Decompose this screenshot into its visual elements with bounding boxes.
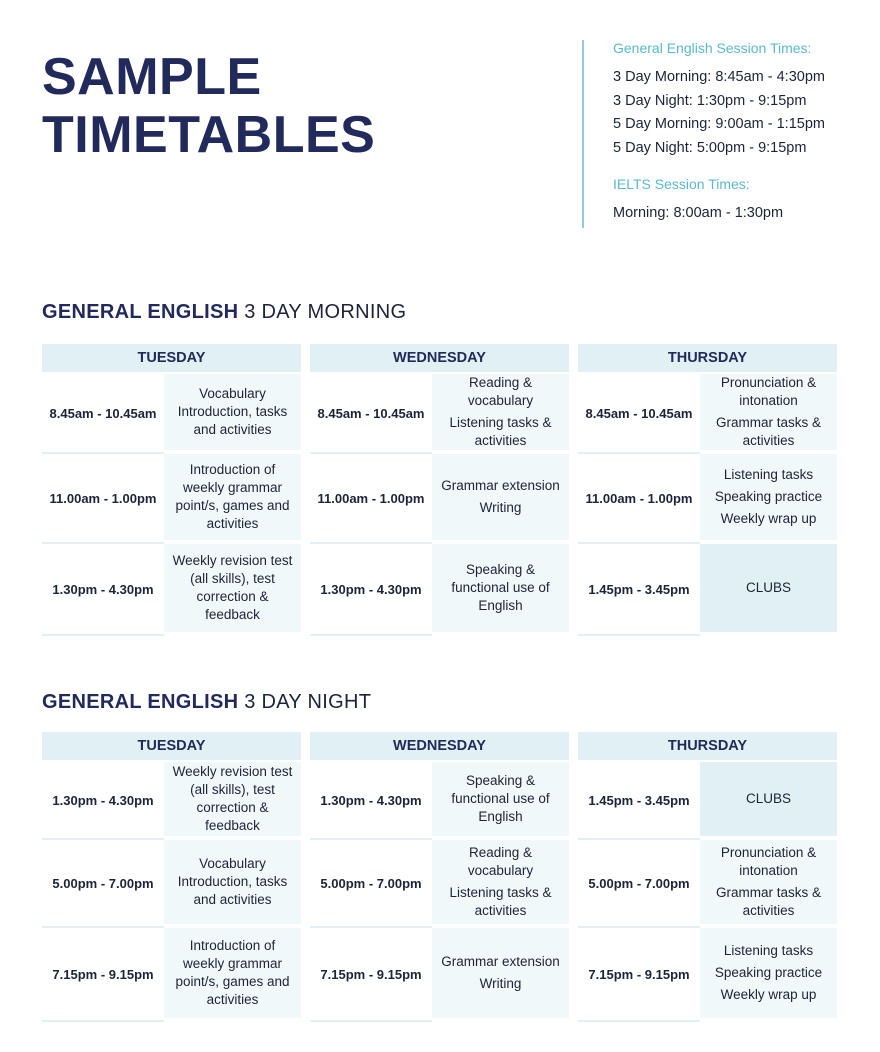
general-session-line: 3 Day Night: 1:30pm - 9:15pm	[613, 92, 807, 109]
activity-text: Speaking & functional use of English	[451, 562, 550, 613]
time-slot: 1.30pm - 4.30pm	[310, 762, 432, 840]
activity-text: Listening tasks	[723, 467, 814, 482]
day-header: TUESDAY	[42, 732, 301, 760]
activity-text: Reading & vocabulary	[467, 845, 534, 878]
time-slot: 7.15pm - 9.15pm	[42, 928, 164, 1022]
time-slot: 1.30pm - 4.30pm	[42, 544, 164, 636]
activity-text: Introduction of weekly grammar point/s, games and activities	[175, 462, 290, 531]
activity-text: Pronunciation & intonation	[720, 375, 817, 408]
activity-text: Introduction of weekly grammar point/s, games and activities	[175, 938, 290, 1007]
general-session-heading: General English Session Times:	[613, 40, 812, 56]
time-slot: 5.00pm - 7.00pm	[578, 840, 700, 928]
timetable-morning	[42, 344, 838, 636]
general-session-line: 5 Day Night: 5:00pm - 9:15pm	[613, 139, 807, 156]
activity-cell	[432, 928, 569, 1020]
activity-text: Speaking practice	[714, 489, 823, 504]
activity-text: Listening tasks & activities	[449, 415, 552, 448]
time-slot: 7.15pm - 9.15pm	[578, 928, 700, 1022]
day-header: WEDNESDAY	[310, 344, 569, 372]
activity-text: Vocabulary Introduction, tasks and activities	[177, 386, 288, 437]
activity-text: Weekly wrap up	[720, 511, 817, 526]
time-slot: 1.45pm - 3.45pm	[578, 544, 700, 636]
time-slot: 11.00am - 1.00pm	[310, 454, 432, 544]
activity-cell	[700, 928, 837, 1020]
activity-cell	[164, 544, 301, 634]
activity-cell	[432, 454, 569, 542]
time-slot: 7.15pm - 9.15pm	[310, 928, 432, 1022]
activity-cell	[700, 374, 837, 452]
activity-cell	[432, 544, 569, 634]
page-title-line1: SAMPLE	[42, 48, 262, 106]
ielts-session-heading: IELTS Session Times:	[613, 176, 750, 192]
day-header: WEDNESDAY	[310, 732, 569, 760]
time-slot: 1.30pm - 4.30pm	[42, 762, 164, 840]
page-title-line2: TIMETABLES	[42, 106, 376, 164]
activity-text: Writing	[479, 976, 522, 991]
activity-text: CLUBS	[745, 580, 791, 595]
timetable-title-bold: GENERAL ENGLISH	[42, 691, 239, 713]
general-session-line: 5 Day Morning: 9:00am - 1:15pm	[613, 116, 825, 132]
vertical-divider	[582, 40, 584, 228]
timetable-night	[42, 732, 838, 1022]
time-slot: 8.45am - 10.45am	[310, 374, 432, 454]
timetable-title-night	[42, 689, 371, 715]
day-header: THURSDAY	[578, 344, 837, 372]
activity-cell	[432, 374, 569, 452]
ielts-session-line: Morning: 8:00am - 1:30pm	[613, 205, 784, 221]
activity-cell	[700, 454, 837, 542]
activity-cell	[164, 454, 301, 542]
activity-text: CLUBS	[745, 791, 791, 806]
timetable-title-bold: GENERAL ENGLISH	[42, 301, 239, 323]
day-header: TUESDAY	[42, 344, 301, 372]
session-times	[613, 38, 873, 226]
timetable-title-rest: 3 DAY NIGHT	[244, 691, 372, 713]
activity-cell	[164, 928, 301, 1020]
timetable-title-rest: 3 DAY MORNING	[244, 301, 407, 323]
time-slot: 8.45am - 10.45am	[578, 374, 700, 454]
time-slot: 5.00pm - 7.00pm	[42, 840, 164, 928]
time-slot: 11.00am - 1.00pm	[42, 454, 164, 544]
page-title	[42, 48, 375, 164]
activity-cell	[432, 762, 569, 838]
activity-text: Grammar tasks & activities	[715, 415, 821, 448]
time-slot: 1.30pm - 4.30pm	[310, 544, 432, 636]
activity-text: Weekly revision test (all skills), test correction & feedback	[172, 764, 293, 833]
activity-text: Vocabulary Introduction, tasks and activities	[177, 856, 288, 907]
time-slot: 1.45pm - 3.45pm	[578, 762, 700, 840]
activity-text: Pronunciation & intonation	[720, 845, 817, 878]
activity-cell	[164, 840, 301, 926]
activity-text: Writing	[479, 500, 522, 515]
clubs-cell	[700, 762, 837, 838]
activity-text: Reading & vocabulary	[467, 375, 534, 408]
time-slot: 5.00pm - 7.00pm	[310, 840, 432, 928]
activity-text: Grammar extension	[441, 478, 560, 493]
timetable-title-morning	[42, 299, 406, 325]
time-slot: 11.00am - 1.00pm	[578, 454, 700, 544]
activity-text: Listening tasks	[723, 943, 814, 958]
time-slot: 8.45am - 10.45am	[42, 374, 164, 454]
day-header: THURSDAY	[578, 732, 837, 760]
activity-cell	[700, 840, 837, 926]
activity-text: Speaking & functional use of English	[451, 773, 550, 824]
activity-text: Weekly wrap up	[720, 987, 817, 1002]
general-session-line: 3 Day Morning: 8:45am - 4:30pm	[613, 69, 825, 85]
activity-text: Speaking practice	[714, 965, 823, 980]
activity-cell	[164, 762, 301, 838]
activity-text: Grammar extension	[441, 954, 560, 969]
activity-text: Listening tasks & activities	[449, 885, 552, 918]
activity-text: Weekly revision test (all skills), test correction & feedback	[172, 553, 293, 622]
activity-cell	[432, 840, 569, 926]
clubs-cell	[700, 544, 837, 634]
activity-cell	[164, 374, 301, 452]
activity-text: Grammar tasks & activities	[715, 885, 821, 918]
